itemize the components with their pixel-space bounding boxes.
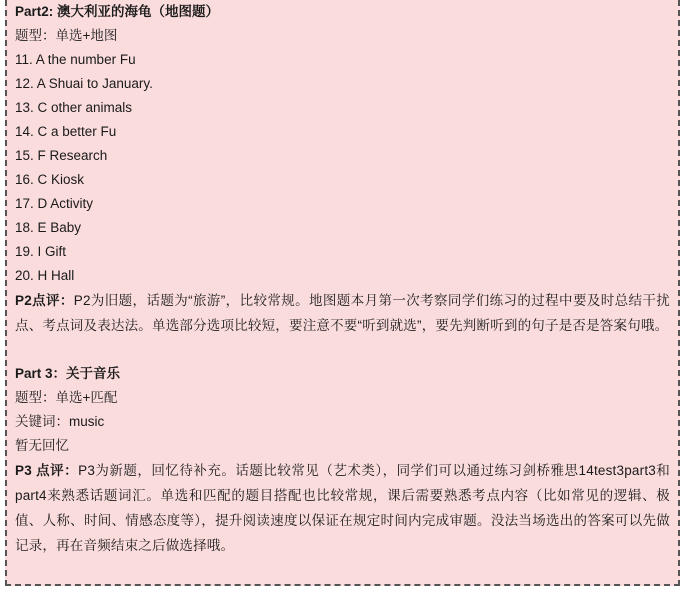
answer-item: 19. I Gift bbox=[15, 244, 67, 259]
part2-comment-text: P2为旧题，话题为“旅游”，比较常规。地图题本月第一次考察同学们练习的过程中要及时总结干扰点、考点词及表达法。单选部分选项比较短，要注意不要“听到就选”，要先判断听到的句子是否是答案句哦。 bbox=[15, 293, 670, 333]
part3-comment bbox=[15, 458, 670, 558]
answer-item: 12. A Shuai to January. bbox=[15, 76, 153, 91]
part2-title: Part2: 澳大利亚的海龟（地图题） bbox=[15, 4, 220, 19]
part3-comment-text: P3为新题，回忆待补充。话题比较常见（艺术类），同学们可以通过练习剑桥雅思14test3part3和part4来熟悉话题词汇。单选和匹配的题目搭配也比较常规，课后需要熟悉考点内容（比如常见的逻辑、极值、人称、时间、情感态度等），提升阅读速度以保证在规定时间内完成审题。没法当场选出的答案可以先做记录，再在音频结束之后做选择哦。 bbox=[15, 463, 670, 553]
content-card bbox=[5, 0, 680, 586]
answer-item: 18. E Baby bbox=[15, 220, 82, 235]
part2-answer-list bbox=[15, 48, 670, 288]
part3-comment-label: P3 点评： bbox=[15, 463, 79, 478]
answer-item: 16. C Kiosk bbox=[15, 172, 85, 187]
part2-comment bbox=[15, 288, 670, 338]
part2-comment-label: P2点评： bbox=[15, 293, 74, 308]
answer-item: 14. C a better Fu bbox=[15, 124, 117, 139]
part3-type: 题型：单选+匹配 bbox=[15, 390, 118, 405]
answer-item: 20. H Hall bbox=[15, 268, 75, 283]
answer-item: 13. C other animals bbox=[15, 100, 133, 115]
part3-title: Part 3：关于音乐 bbox=[15, 366, 121, 381]
answer-item: 17. D Activity bbox=[15, 196, 94, 211]
spacer bbox=[15, 338, 670, 362]
part2-type: 题型：单选+地图 bbox=[15, 28, 118, 43]
part3-keywords: 关键词：music bbox=[15, 414, 105, 429]
answer-item: 15. F Research bbox=[15, 148, 108, 163]
part3-recall: 暂无回忆 bbox=[15, 438, 69, 453]
answer-item: 11. A the number Fu bbox=[15, 52, 136, 67]
